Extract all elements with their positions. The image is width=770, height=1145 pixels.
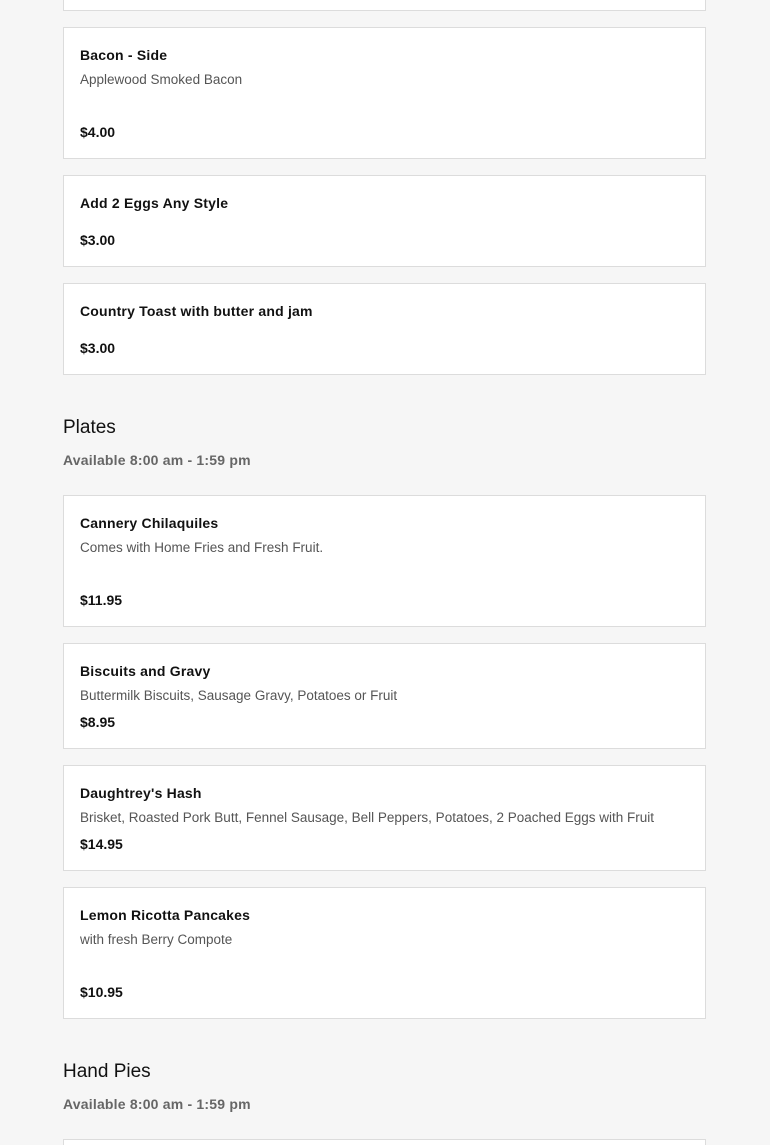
menu-item-price: $3.00	[80, 340, 116, 356]
menu-item-price: $14.95	[80, 836, 123, 852]
menu-item-name: Bacon - Side	[80, 47, 168, 63]
menu-item-price: $8.95	[80, 714, 116, 730]
menu-item-description: Buttermilk Biscuits, Sausage Gravy, Potatoes or Fruit	[80, 688, 398, 703]
menu-item-price: $10.95	[80, 984, 123, 1000]
menu-item-name: Cannery Chilaquiles	[80, 515, 219, 531]
section-title: Plates	[63, 417, 116, 438]
menu-item-description: Applewood Smoked Bacon	[80, 72, 243, 87]
menu-item-card[interactable]	[63, 495, 706, 627]
menu-item-name: Lemon Ricotta Pancakes	[80, 907, 251, 923]
menu-item-card[interactable]	[63, 887, 706, 1019]
menu-item-name: Biscuits and Gravy	[80, 663, 211, 679]
menu-item-card-partial-top[interactable]	[63, 0, 706, 11]
menu-item-name: Daughtrey's Hash	[80, 785, 202, 801]
menu-item-description: with fresh Berry Compote	[80, 932, 233, 947]
menu-item-name: Country Toast with butter and jam	[80, 303, 313, 319]
menu-item-name: Add 2 Eggs Any Style	[80, 195, 229, 211]
menu-item-price: $4.00	[80, 124, 116, 140]
section-title: Hand Pies	[63, 1061, 151, 1082]
section-availability: Available 8:00 am - 1:59 pm	[63, 1096, 251, 1112]
menu-item-description: Comes with Home Fries and Fresh Fruit.	[80, 540, 324, 555]
menu-item-price: $3.00	[80, 232, 116, 248]
menu-item-description: Brisket, Roasted Pork Butt, Fennel Sausage, Bell Peppers, Potatoes, 2 Poached Eggs with Fruit	[80, 810, 655, 825]
menu-item-card[interactable]	[63, 643, 706, 749]
menu-item-price: $11.95	[80, 592, 123, 608]
menu-item-card-partial-bottom[interactable]	[63, 1139, 706, 1145]
section-availability: Available 8:00 am - 1:59 pm	[63, 452, 251, 468]
menu-item-card[interactable]	[63, 765, 706, 871]
menu-item-card[interactable]	[63, 27, 706, 159]
menu-item-card[interactable]	[63, 175, 706, 267]
menu-item-card[interactable]	[63, 283, 706, 375]
